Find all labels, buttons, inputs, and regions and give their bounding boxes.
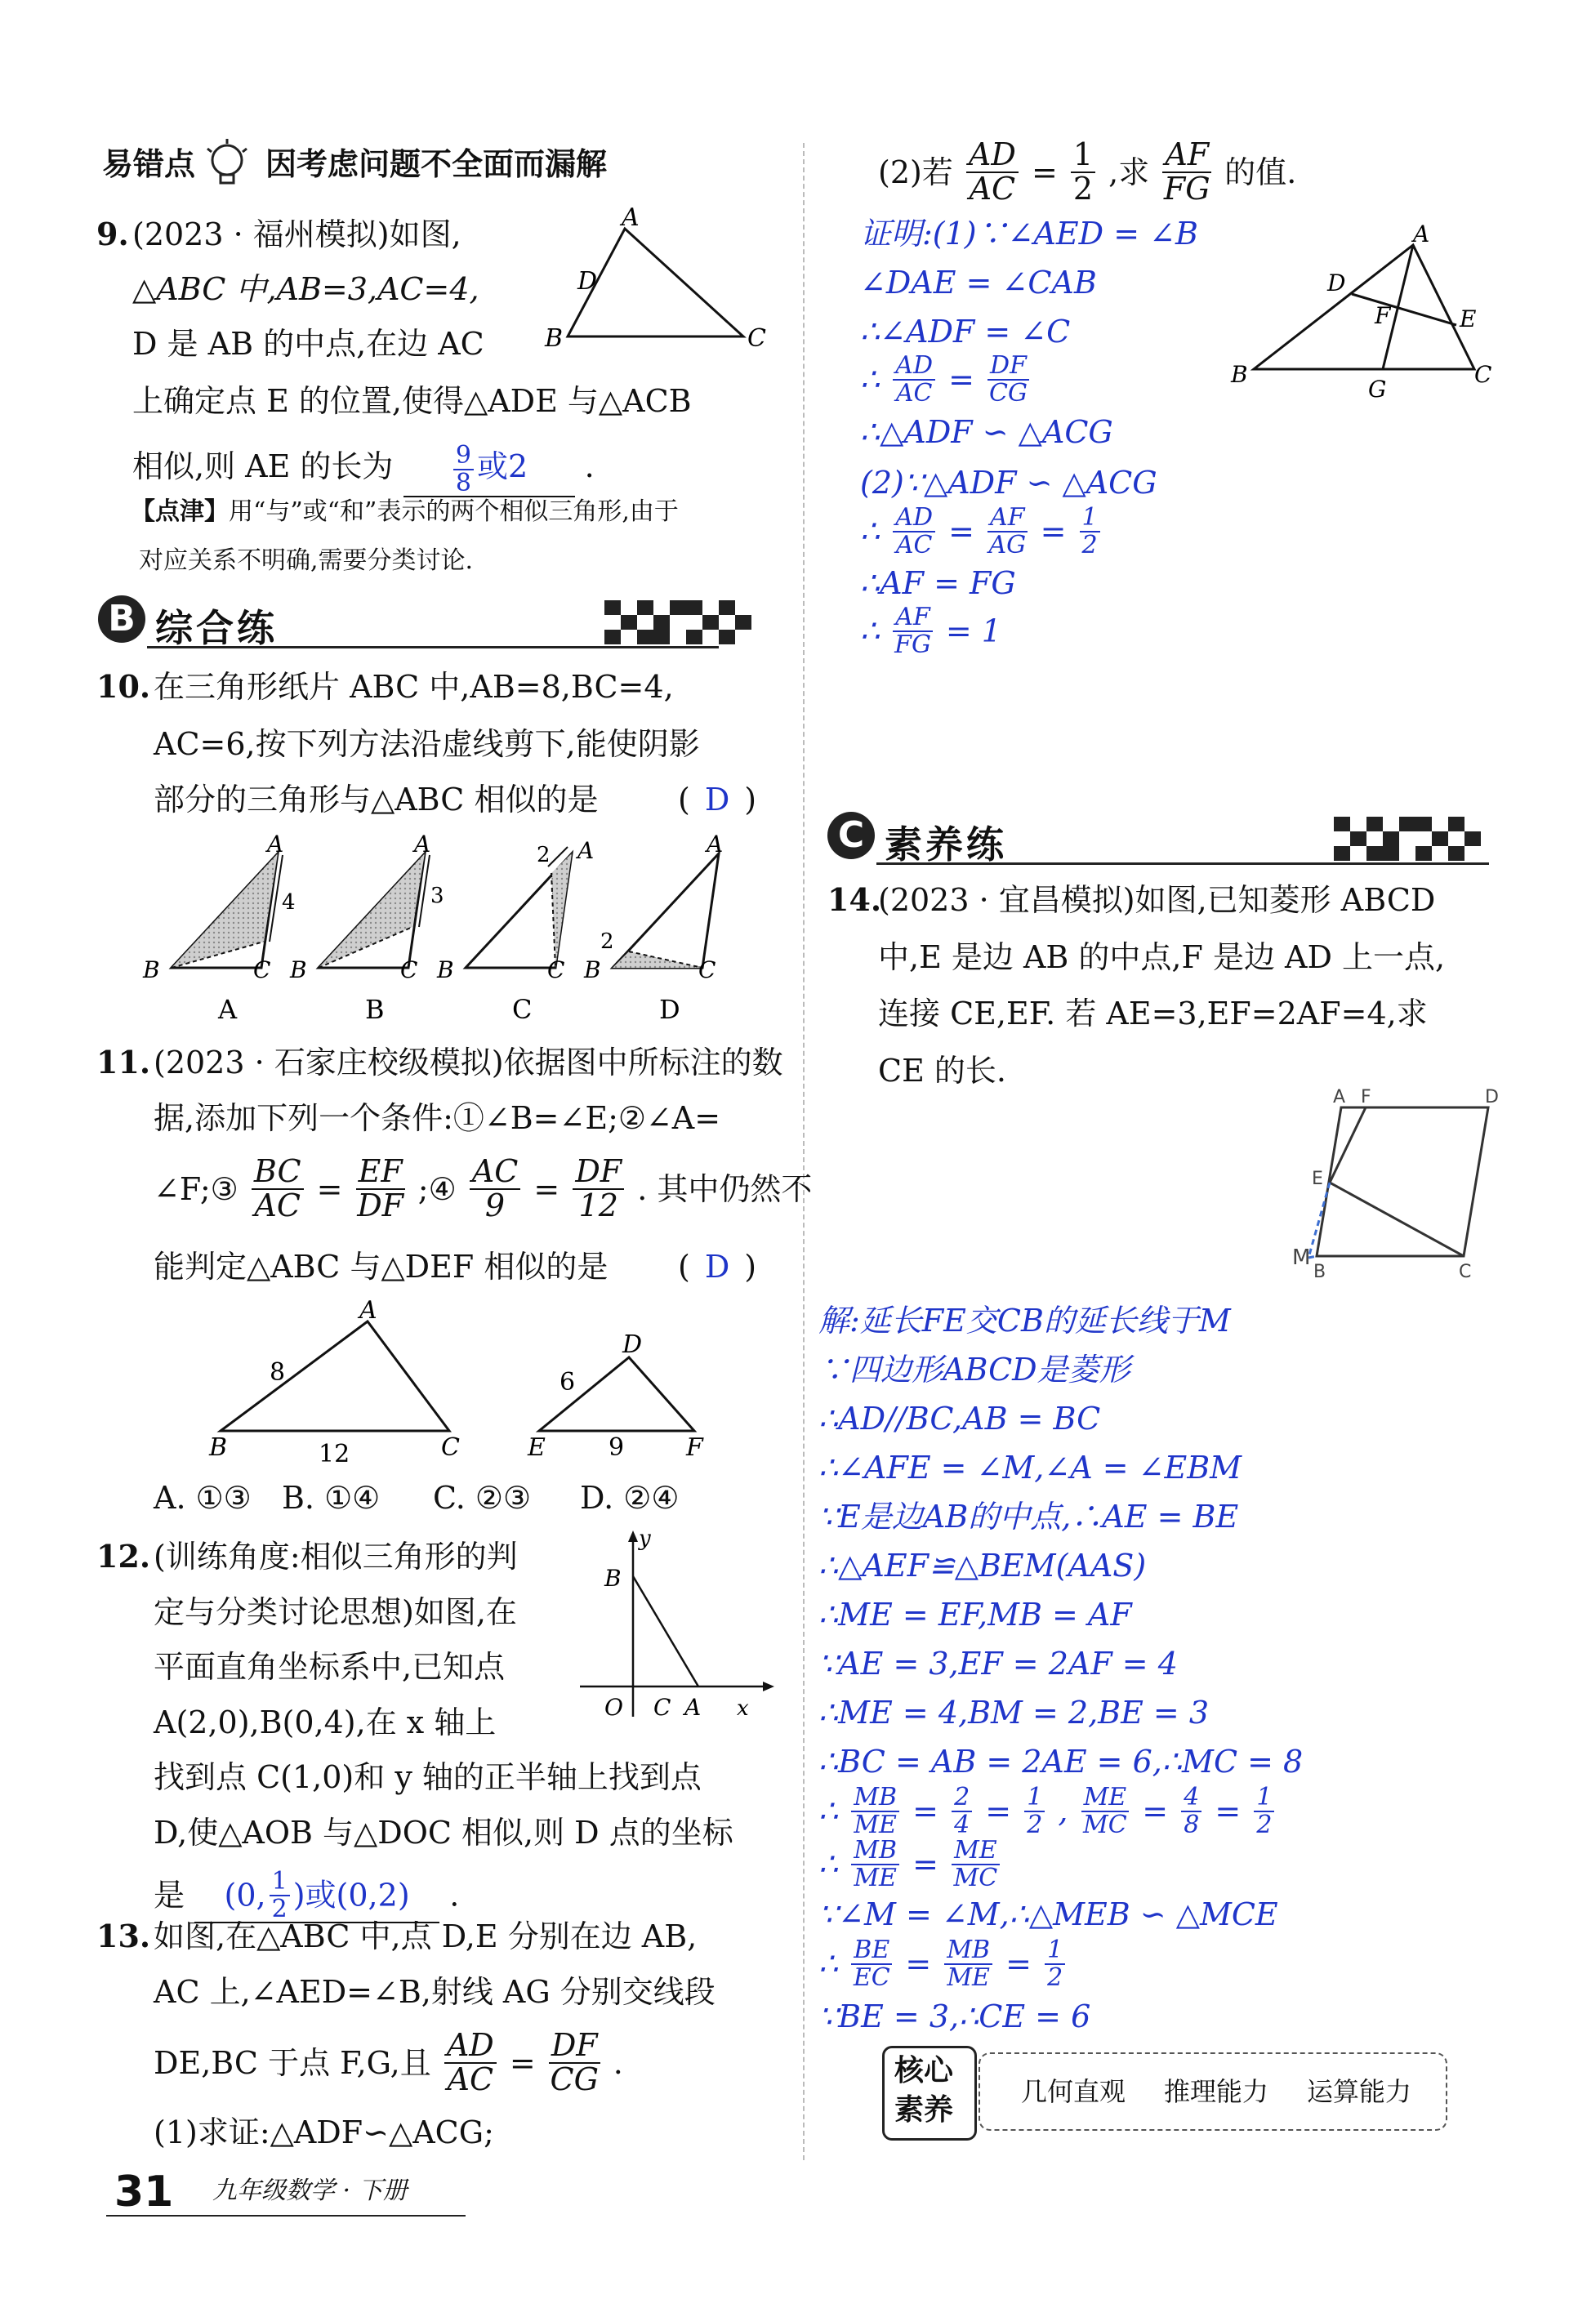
q11-option-B: B. ①④ [282, 1480, 381, 1516]
footer-rule [106, 2215, 466, 2217]
solution-line: ∵BE = 3,∴CE = 6 [818, 1998, 1091, 2034]
q10-line: AC=6,按下列方法沿虚线剪下,能使阴影 [154, 726, 700, 762]
q11-line: (2023 · 石家庄校级模拟)依据图中所标注的数 [154, 1045, 783, 1080]
section-b-checker-decoration [604, 600, 751, 644]
svg-text:B: B [290, 956, 307, 983]
q11-option-D: D. ②④ [580, 1480, 680, 1516]
q9-number: 9. [96, 216, 129, 252]
section-b-header [98, 592, 751, 649]
svg-text:A: A [414, 831, 431, 858]
solution-line: ∵∠M = ∠M,∴△MEB ∽ △MCE [818, 1896, 1278, 1932]
q9-point-A: A [622, 203, 640, 232]
core-item: 运算能力 [1307, 2076, 1412, 2107]
svg-text:8: 8 [270, 1358, 286, 1387]
svg-text:E: E [528, 1433, 546, 1462]
proof-line: ∴ $\frac{AD}{AC}$ = $\frac{DF}{CG}$ [860, 351, 1028, 408]
svg-text:C: C [512, 994, 533, 1025]
error-point-label: 易错点 [102, 146, 196, 182]
q13-line: 如图,在△ABC 中,点 D,E 分别在边 AB, [154, 1918, 698, 1954]
core-literacy-label-box: 核心 素养 [882, 2046, 977, 2141]
q9-line: 上确定点 E 的位置,使得△ADE 与△ACB [132, 383, 692, 419]
q14-line: 中,E 是边 AB 的中点,F 是边 AD 上一点, [878, 939, 1446, 975]
svg-text:6: 6 [559, 1368, 576, 1397]
section-c-header [827, 809, 1481, 866]
q12-number: 12. [96, 1538, 151, 1575]
q14-number: 14. [827, 881, 882, 918]
svg-text:C: C [441, 1433, 460, 1462]
svg-text:y: y [639, 1526, 651, 1551]
proof-line: 证明:(1)∵∠AED = ∠B [860, 216, 1198, 252]
q9-line: 相似,则 AE 的长为 $\frac{9}{8}$ 或2 . [132, 441, 595, 497]
svg-text:12: 12 [319, 1440, 350, 1468]
book-title: 九年级数学 · 下册 [212, 2177, 408, 2205]
q12-answer-blank: (0, $\frac{1}{2}$ )或(0,2) [194, 1869, 439, 1923]
q14-line: 连接 CE,EF. 若 AE=3,EF=2AF=4,求 [878, 996, 1428, 1031]
svg-text:C: C [1474, 361, 1492, 388]
solution-line: 解:延长FE交CB的延长线于M [818, 1303, 1231, 1339]
q12-line: 平面直角坐标系中,已知点 [154, 1649, 506, 1685]
q11-triangles-figure [196, 1296, 735, 1470]
svg-text:2: 2 [600, 929, 614, 954]
solution-line: ∴ME = EF,MB = AF [818, 1597, 1132, 1633]
svg-text:B: B [437, 956, 454, 983]
solution-line: ∴∠AFE = ∠M,∠A = ∠EBM [818, 1450, 1242, 1486]
svg-text:A: A [1333, 1087, 1346, 1107]
q10-answer-bracket: ( D ) [678, 782, 757, 818]
q14-rhombus-figure [1292, 1085, 1519, 1285]
svg-text:D: D [1485, 1087, 1499, 1107]
solution-line: ∴ $\frac{MB}{ME}$ = $\frac{2}{4}$ = $\frac{1}{2}$ , $\frac{ME}{MC}$ = $\frac{4}{8}$ = $\frac{1}{2}$ [818, 1784, 1277, 1838]
q9-line: (2023 · 福州模拟)如图, [132, 216, 461, 252]
q11-answer-bracket: ( D ) [678, 1249, 757, 1285]
q12-line: (训练角度:相似三角形的判 [154, 1539, 518, 1575]
solution-line: ∴ $\frac{BE}{EC}$ = $\frac{MB}{ME}$ = $\frac{1}{2}$ [818, 1937, 1068, 1990]
q10-line: 部分的三角形与△ABC 相似的是 [154, 782, 599, 818]
svg-text:D: D [1327, 270, 1346, 296]
q11-fraction: $\frac{BC}{AC}$ [252, 1156, 304, 1223]
q11-fraction: $\frac{EF}{DF}$ [357, 1153, 404, 1223]
section-c-badge: C [827, 812, 875, 859]
proof-line: ∴ $\frac{AD}{AC}$ = $\frac{AF}{AG}$ = $\frac{1}{2}$ [860, 505, 1103, 558]
q9-answer-fraction: $\frac{9}{8}$ [453, 443, 474, 496]
proof-line: ∴AF = FG [860, 565, 1016, 601]
svg-text:C: C [547, 956, 565, 983]
q10-number: 10. [96, 668, 151, 705]
q11-line: 据,添加下列一个条件:①∠B=∠E;②∠A= [154, 1100, 721, 1136]
q10-figure-D [583, 831, 723, 1025]
q9-answer-blank: $\frac{9}{8}$ 或2 [403, 443, 575, 497]
q9-line: D 是 AB 的中点,在边 AC [132, 326, 484, 362]
svg-text:C: C [253, 956, 271, 983]
svg-text:E: E [1460, 305, 1477, 332]
svg-text:A: A [577, 837, 595, 864]
svg-text:A: A [684, 1694, 702, 1721]
proof-line: (2)∵△ADF ∽ △ACG [860, 465, 1157, 501]
core-literacy-box [882, 2046, 1454, 2136]
svg-text:C: C [698, 956, 716, 983]
svg-text:B: B [604, 1565, 622, 1592]
proof-line: ∠DAE = ∠CAB [860, 265, 1097, 301]
q14-line: CE 的长. [878, 1053, 1006, 1089]
q10-answer: D [704, 782, 730, 818]
core-item: 几何直观 [1021, 2076, 1126, 2107]
svg-text:F: F [1375, 302, 1391, 329]
q10-line: 在三角形纸片 ABC 中,AB=8,BC=4, [154, 669, 674, 705]
svg-text:C: C [400, 956, 418, 983]
q12-line: A(2,0),B(0,4),在 x 轴上 [154, 1704, 497, 1740]
solution-line: ∵E是边AB的中点,∴AE = BE [818, 1499, 1239, 1535]
solution-line: ∴△AEF≌△BEM(AAS) [818, 1548, 1147, 1584]
proof-line: ∴△ADF ∽ △ACG [860, 414, 1113, 450]
svg-text:B: B [209, 1433, 228, 1462]
q9-line: △ABC 中,AB=3,AC=4, [132, 271, 479, 307]
svg-text:M: M [1292, 1245, 1311, 1270]
solution-line: ∴BC = AB = 2AE = 6,∴MC = 8 [818, 1744, 1304, 1780]
svg-text:9: 9 [609, 1433, 625, 1462]
q12-line: 是 (0, $\frac{1}{2}$ )或(0,2) . [154, 1867, 460, 1923]
svg-text:C: C [1459, 1262, 1472, 1282]
svg-text:D: D [659, 994, 680, 1025]
q10-figure-B [289, 831, 444, 1025]
solution-line: ∵四边形ABCD是菱形 [818, 1352, 1130, 1388]
section-c-title: 素养练 [885, 822, 1007, 867]
q9-triangle-figure [543, 203, 772, 353]
q9-tip-label: 【点津】 [131, 497, 229, 526]
svg-text:A: A [1413, 221, 1430, 247]
svg-text:B: B [584, 956, 601, 983]
q9-tip-line: 用“与”或“和”表示的两个相似三角形,由于 [229, 497, 679, 526]
svg-text:A: A [707, 831, 724, 858]
q13-part1: (1)求证:△ADF∽△ACG; [154, 2114, 494, 2150]
q14-line: (2023 · 宜昌模拟)如图,已知菱形 ABCD [878, 882, 1436, 918]
svg-text:F: F [1361, 1087, 1371, 1107]
svg-text:4: 4 [282, 890, 296, 915]
svg-text:B: B [365, 994, 385, 1025]
svg-text:B: B [143, 956, 160, 983]
svg-text:3: 3 [430, 884, 444, 908]
q13-line: DE,BC 于点 F,G,且 $\frac{AD}{AC}$ = $\frac{DF}{CG}$ . [154, 2027, 623, 2097]
q11-answer: D [704, 1249, 730, 1285]
svg-text:A: A [359, 1296, 377, 1325]
q9-point-D: D [577, 267, 598, 296]
q11-number: 11. [96, 1044, 151, 1080]
q11-line: ∠F;③ $\frac{BC}{AC}$ = $\frac{EF}{DF}$ ;④ $\frac{AC}{9}$ = $\frac{DF}{12}$ . 其中仍然不 [154, 1153, 813, 1223]
error-point-title: 因考虑问题不全面而漏解 [265, 146, 608, 182]
q12-coordinate-figure [572, 1527, 776, 1731]
q11-fraction: $\frac{DF}{12}$ [573, 1156, 624, 1223]
q10-figures [143, 831, 764, 1025]
q12-line: D,使△AOB 与△DOC 相似,则 D 点的坐标 [154, 1815, 733, 1851]
svg-text:x: x [737, 1696, 749, 1721]
q9-tip-line: 对应关系不明确,需要分类讨论. [139, 546, 474, 575]
q13-triangle-figure [1229, 222, 1499, 402]
svg-text:E: E [1312, 1169, 1323, 1189]
section-c-checker-decoration [1334, 817, 1481, 861]
solution-line: ∴AD//BC,AB = BC [818, 1401, 1101, 1437]
proof-line: ∴∠ADF = ∠C [860, 314, 1071, 350]
q9-text: 相似,则 AE 的长为 [132, 448, 394, 484]
q9-point-B: B [545, 324, 564, 353]
q11-line: 能判定△ABC 与△DEF 相似的是 [154, 1249, 609, 1285]
proof-line: ∴ $\frac{AF}{FG}$ = 1 [860, 603, 1001, 659]
q9-point-C: C [747, 324, 766, 353]
svg-text:B: B [1313, 1262, 1326, 1282]
q11-option-C: C. ②③ [433, 1480, 532, 1516]
svg-text:O: O [604, 1694, 623, 1721]
svg-text:G: G [1368, 376, 1387, 403]
svg-text:F: F [686, 1433, 703, 1462]
q13-part2: (2)若 $\frac{AD}{AC}$ = $\frac{1}{2}$ ,求 $\frac{AF}{FG}$ 的值. [878, 136, 1297, 207]
q12-line: 找到点 C(1,0)和 y 轴的正半轴上找到点 [154, 1759, 702, 1795]
svg-text:B: B [1231, 361, 1248, 388]
section-b-badge: B [98, 595, 145, 643]
svg-text:A: A [218, 994, 238, 1025]
q10-figure-C [436, 837, 594, 1025]
solution-line: ∴ $\frac{MB}{ME}$ = $\frac{ME}{MC}$ [818, 1838, 1003, 1891]
svg-text:C: C [653, 1694, 671, 1721]
svg-text:2: 2 [537, 843, 551, 867]
q11-fraction: $\frac{AC}{9}$ [470, 1156, 521, 1223]
q10-figure-A [142, 831, 296, 1025]
core-item: 推理能力 [1164, 2076, 1269, 2107]
solution-line: ∴ME = 4,BM = 2,BE = 3 [818, 1695, 1210, 1731]
lightbulb-icon [203, 137, 252, 198]
page-number: 31 [114, 2168, 174, 2217]
section-b-rule [147, 646, 719, 648]
section-b-title: 综合练 [155, 606, 278, 650]
q13-line: AC 上,∠AED=∠B,射线 AG 分别交线段 [154, 1974, 716, 2010]
section-c-rule [876, 862, 1489, 865]
q12-line: 定与分类讨论思想)如图,在 [154, 1594, 517, 1630]
svg-text:D: D [622, 1330, 643, 1359]
q11-option-A: A. ①③ [154, 1480, 252, 1516]
solution-line: ∵AE = 3,EF = 2AF = 4 [818, 1646, 1178, 1682]
column-divider [803, 143, 805, 2160]
svg-text:A: A [267, 831, 284, 858]
q13-number: 13. [96, 1918, 151, 1954]
